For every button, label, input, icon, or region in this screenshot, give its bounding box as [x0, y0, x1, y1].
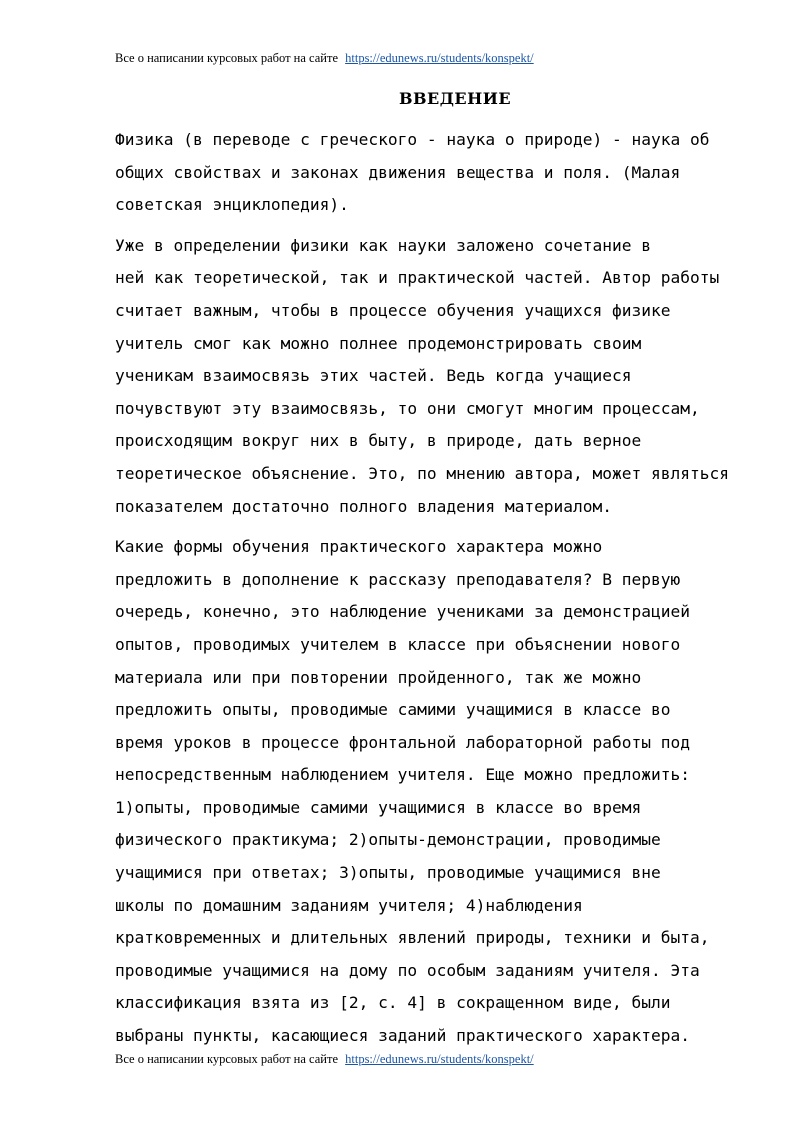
paragraph-1: Физика (в переводе с греческого - наука о природе) - наука об общих свойствах и законах движения вещества и поля. (Малая советская энциклопедия).: [115, 130, 710, 215]
page-header: [115, 50, 534, 66]
paragraph-3: Какие формы обучения практического характера можно предложить в дополнение к рассказу преподавателя? В первую очередь, конечно, это наблюдение учениками за демонстрацией опытов, проводимых учителем в классе при объяснении нового материала или при повторении пройденного, так же можно предложить опыты, проводимые самими учащимися в классе во время уроков в процессе фронтальной лабораторной работы под непосредственным наблюдением учителя. Еще можно предложить: 1)опыты, проводимые самими учащимися в классе во время физического практикума; 2)опыты-демонстрации, проводимые учащимися при ответах; 3)опыты, проводимые учащимися вне школы по домашним заданиям учителя; 4)наблюдения кратковременных и длительных явлений природы, техники и быта, проводимые учащимися на дому по особым заданиям учителя. Эта классификация взята из [2, с. 4] в сокращенном виде, были выбраны пункты, касающиеся заданий практического характера.: [115, 537, 710, 1046]
footer-text: Все о написании курсовых работ на сайте: [115, 1052, 338, 1066]
document-title: ВВЕДЕНИЕ: [398, 89, 512, 108]
header-link[interactable]: https://edunews.ru/students/konspekt/: [345, 51, 534, 65]
header-text: Все о написании курсовых работ на сайте: [115, 51, 338, 65]
page-footer: [115, 1051, 534, 1067]
footer-link[interactable]: https://edunews.ru/students/konspekt/: [345, 1052, 534, 1066]
document-body: [115, 124, 745, 1053]
paragraph-2: Уже в определении физики как науки заложено сочетание в ней как теоретической, так и практической частей. Автор работы считает важным, чтобы в процессе обучения учащихся физике учитель смог как можно полнее продемонстрировать своим ученикам взаимосвязь этих частей. Ведь когда учащиеся почувствуют эту взаимосвязь, то они смогут многим процессам, происходящим вокруг них в быту, в природе, дать верное теоретическое объяснение. Это, по мнению автора, может являться показателем достаточно полного владения материалом.: [115, 235, 729, 516]
